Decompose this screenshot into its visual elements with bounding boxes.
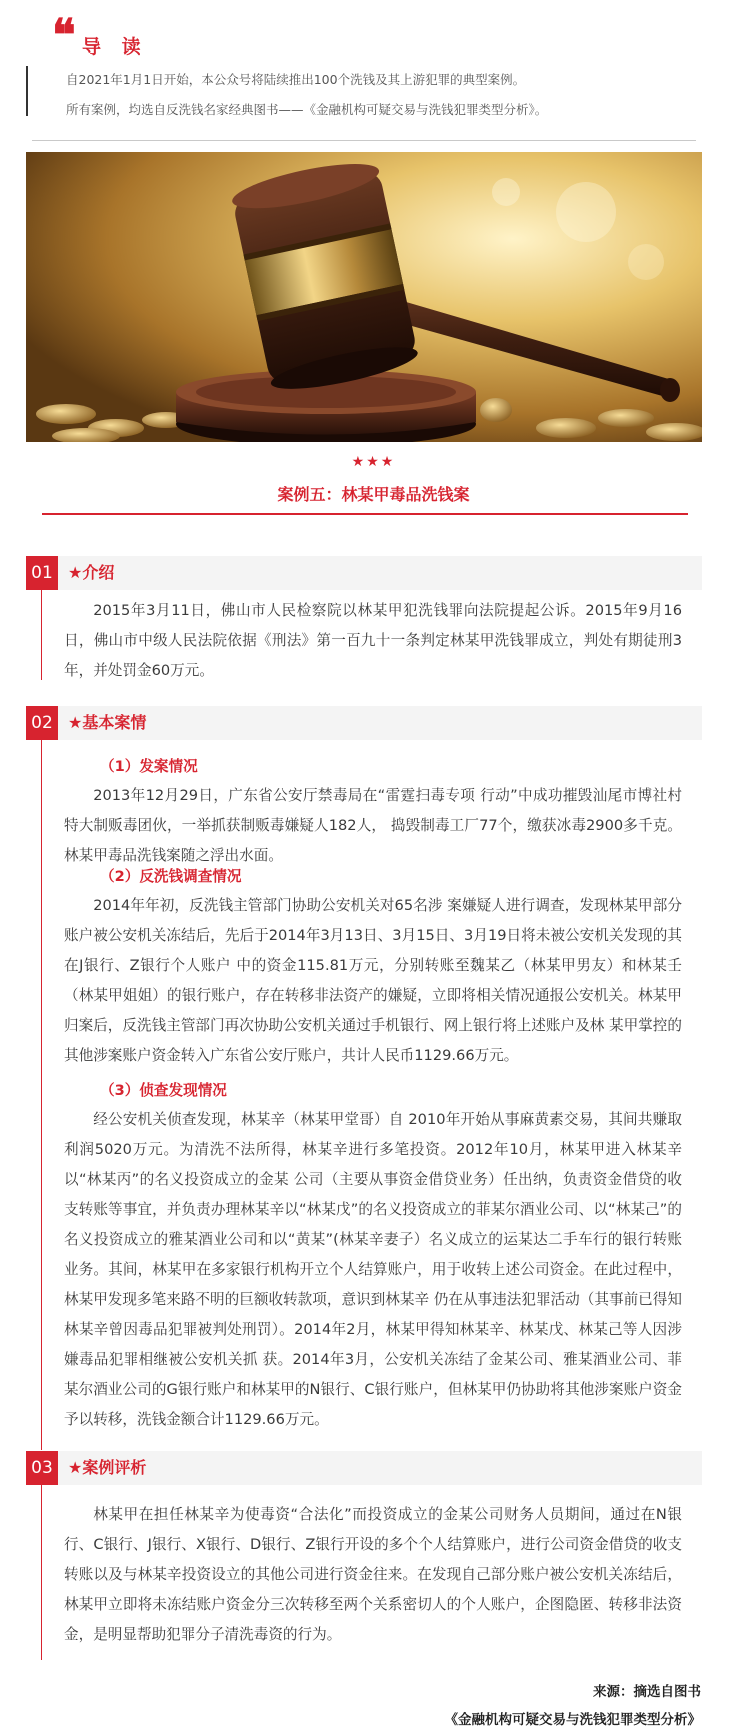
section-line-01 bbox=[41, 590, 42, 680]
intro-line-1: 自2021年1月1日开始，本公众号将陆续推出100个洗钱及其上游犯罪的典型案例。 bbox=[66, 72, 526, 87]
divider-top bbox=[32, 140, 696, 141]
gavel-image bbox=[26, 152, 702, 442]
section-title-analysis: ★案例评析 bbox=[68, 1458, 147, 1477]
intro-line-2: 所有案例，均选自反洗钱名家经典图书——《金融机构可疑交易与洗钱犯罪类型分析》。 bbox=[66, 102, 548, 117]
quote-mark: ❝ bbox=[52, 10, 76, 61]
section-line-03 bbox=[41, 1485, 42, 1660]
divider-red bbox=[42, 513, 688, 515]
section-title-case-facts: ★基本案情 bbox=[68, 713, 147, 732]
section-band-01 bbox=[58, 556, 702, 590]
paragraph-aml-investigation: 2014年年初，反洗钱主管部门协助公安机关对65名涉 案嫌疑人进行调查，发现林某甲部分账户被公安机关冻结后，先后于2014年3月13日、3月15日、3月19日将未被公安机关发现的其在J银行、Z银行个人账户 中的资金115.81万元，分别转账至魏某乙（林某甲男友）和林某壬（林某甲姐姐）的银行账户，存在转移非法资产的嫌疑，立即将相关情况通报公安机关。林某甲归案后，反洗钱主管部门再次协助公安机关通过手机银行、网上银行将上述账户及林 某甲掌控的其他涉案账户资金转入广东省公安厅账户，共计人民币1129.66万元。 bbox=[64, 897, 682, 1064]
section-number-01: 01 bbox=[26, 556, 58, 590]
paragraph-case-occurrence: 2013年12月29日，广东省公安厅禁毒局在“雷霆扫毒专项 行动”中成功摧毁汕尾市博社村特大制贩毒团伙，一举抓获制贩毒嫌疑人182人， 捣毁制毒工厂77个，缴获冰毒2900多千克。林某甲毒品洗钱案随之浮出水面。 bbox=[64, 787, 682, 864]
source-label: 来源：摘选自图书 bbox=[593, 1684, 701, 1700]
section-line-02 bbox=[41, 740, 42, 1450]
section-number-02: 02 bbox=[26, 706, 58, 740]
intro-accent-bar bbox=[26, 66, 28, 116]
intro-paragraph: 2015年3月11日，佛山市人民检察院以林某甲犯洗钱罪向法院提起公诉。2015年9月16日，佛山市中级人民法院依据《刑法》第一百九十一条判定林某甲洗钱罪成立，判处有期徒刑3年，并处罚金60万元。 bbox=[64, 602, 682, 679]
section-title-intro: ★介绍 bbox=[68, 563, 115, 582]
analysis-paragraph: 林某甲在担任林某辛为使毒资“合法化”而投资成立的金某公司财务人员期间，通过在N银行、C银行、J银行、X银行、D银行、Z银行开设的多个个人结算账户，进行公司资金借贷的收支转账以及与林某辛投资设立的其他公司进行资金往来。在发现自己部分账户被公安机关冻结后，林某甲立即将未冻结账户资金分三次转移至两个关系密切人的个人账户，企图隐匿、转移非法资金，是明显帮助犯罪分子清洗毒资的行为。 bbox=[64, 1506, 682, 1643]
section-band-02 bbox=[58, 706, 702, 740]
intro-title: 导 读 bbox=[82, 36, 148, 58]
subheading-case-occurrence: （1）发案情况 bbox=[100, 758, 198, 775]
paragraph-investigation-findings: 经公安机关侦查发现，林某辛（林某甲堂哥）自 2010年开始从事麻黄素交易，其间共赚取利润5020万元。为清洗不法所得，林某辛进行多笔投资。2012年10月，林某甲进入林某辛以“林某丙”的名义投资成立的金某 公司（主要从事资金借贷业务）任出纳，负责资金借贷的收支转账等事宜，并负责办理林某辛以“林某戊”的名义投资成立的菲某尔酒业公司、以“林某己”的名义投资成立的雅某酒业公司和以“黄某”(林某辛妻子）名义成立的运某达二手车行的银行转账业务。其间，林某甲在多家银行机构开立个人结算账户，用于收转上述公司资金。在此过程中，林某甲发现多笔来路不明的巨额收转款项，意识到林某辛 仍在从事违法犯罪活动（其事前已得知林某辛曾因毒品犯罪被判处刑罚）。2014年2月，林某甲得知林某辛、林某戊、林某己等人因涉嫌毒品犯罪相继被公安机关抓 获。2014年3月，公安机关冻结了金某公司、雅某酒业公司、菲某尔酒业公司的G银行账户和林某甲的N银行、C银行账户，但林某甲仍协助将其他涉案账户资金予以转移，洗钱金额合计1129.66万元。 bbox=[64, 1111, 682, 1428]
stars-decoration: ★★★ bbox=[351, 454, 396, 470]
section-band-03 bbox=[58, 1451, 702, 1485]
subheading-aml-investigation: （2）反洗钱调查情况 bbox=[100, 868, 242, 885]
case-title: 案例五：林某甲毒品洗钱案 bbox=[277, 485, 470, 504]
section-number-03: 03 bbox=[26, 1451, 58, 1485]
source-book-title: 《金融机构可疑交易与洗钱犯罪类型分析》 bbox=[444, 1712, 701, 1728]
subheading-investigation-findings: （3）侦查发现情况 bbox=[100, 1082, 227, 1099]
